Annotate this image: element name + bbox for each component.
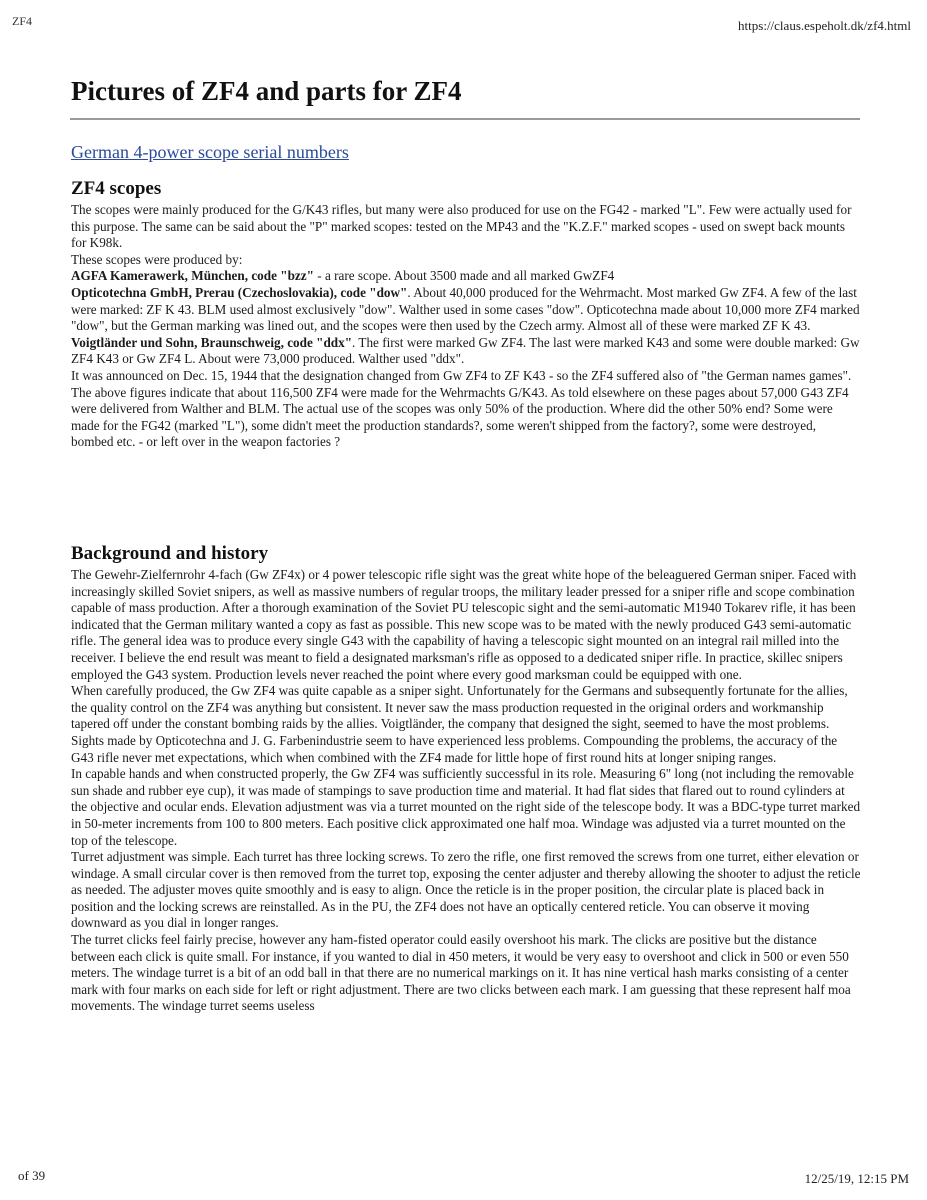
page-title: Pictures of ZF4 and parts for ZF4 <box>71 76 462 106</box>
header-page-label: ZF4 <box>12 14 33 28</box>
title-divider <box>70 118 860 120</box>
background-paragraph-5: The turret clicks feel fairly precise, however any ham-fisted operator could easily overshoot his mark. The clicks are positive but the distance between each click is quite small. For instance, if you wanted to dial in 450 meters, it would be very easy to overshoot and click in 500 or even 550 meters. The windage turret is a bit of an odd ball in that there are no numerical markings on it. It has nine vertical hash marks consisting of a center mark with four marks on each side for left or right adjustment. There are two clicks between each mark. I am guessing that these represent half moa movements. The windage turret seems useless <box>71 932 851 1014</box>
agfa-text: - a rare scope. About 3500 made and all marked GwZF4 <box>313 268 615 284</box>
header-url: https://claus.espeholt.dk/zf4.html <box>738 18 911 33</box>
background-paragraph-3: In capable hands and when constructed properly, the Gw ZF4 was sufficiently successful in its role. Measuring 6" long (not including the removable sun shade and rubber eye cup), it was made of stampings to save production time and material. It had flat sides that flared out to round cylinders at the objective and ocular ends. Elevation adjustment was via a turret mounted on the right side of the telescope body. It was a BDC-type turret marked in 50-meter increments from 100 to 800 meters. Each positive click approximated one half moa. Windage was adjusted via a turret mounted on the top of the telescope. <box>71 766 861 848</box>
voigtlander-name: Voigtländer und Sohn, Braunschweig, code "ddx" <box>71 334 353 350</box>
background-paragraph-1: The Gewehr-Zielfernrohr 4-fach (Gw ZF4x) or 4 power telescopic rifle sight was the great white hope of the beleaguered German sniper. Faced with increasingly skilled Soviet snipers, as well as massive numbers of regular troops, the military leader pressed for a sniper rifle and scope combination capable of mass production. After a thorough examination of the Soviet PU telescopic sight and the semi-automatic M1940 Tokarev rifle, it has been indicated that the German military wanted a copy as fast as possible. This new scope was to be mated with the newly produced G43 semi-automatic rifle. The general idea was to produce every single G43 with the capability of having a telescopic sight mounted on an integral rail milled into the receiver. I believe the end result was meant to field a designated marksman's rifle as opposed to a dedicated sniper rifle. In practice, skillec snipers employed the G43 system. Production levels never reached the point where every good marksman could be equipped with one. <box>71 567 857 682</box>
scopes-paragraph-2: These scopes were produced by: <box>71 251 243 267</box>
manufacturer-voigtlander <box>71 335 861 368</box>
zf4-scopes-heading: ZF4 scopes <box>71 178 162 199</box>
opticotechna-text: . About 40,000 produced for the Wehrmacht. Most marked Gw ZF4. A few of the last were marked: ZF K 43. BLM used almost exclusively "dow". Walther used in some cases "dow". Opticotechna made about 10,000 more ZF4 marked "dow", but the German marking was lined out, and the scopes were then used by the Czech army. Almost all of these were marked ZF K 43. <box>71 284 860 334</box>
agfa-name: AGFA Kamerawerk, München, code "bzz" <box>71 268 314 284</box>
opticotechna-name: Opticotechna GmbH, Prerau (Czechoslovakia), code "dow" <box>71 284 408 300</box>
scopes-paragraph-1: The scopes were mainly produced for the G/K43 rifles, but many were also produced for use on the FG42 - marked "L". Few were actually used for this purpose. The same can be said about the "P" marked scopes: tested on the MP43 and the "K.Z.F." marked scopes - used on swept back mounts for K98k. <box>71 202 852 251</box>
background-section <box>71 543 861 1015</box>
scopes-paragraph-3: It was announced on Dec. 15, 1944 that the designation changed from Gw ZF4 to ZF K43 - so the ZF4 suffered also of "the German names games". <box>71 367 852 383</box>
background-paragraph-4: Turret adjustment was simple. Each turret has three locking screws. To zero the rifle, one first removed the screws from one turret, either elevation or windage. A small circular cover is then removed from the turret top, exposing the center adjuster and thereby allowing the shooter to adjust the reticle as needed. The adjuster moves quite smoothly and is easy to align. Once the reticle is in the proper position, the circular plate is placed back in position and the locking screws are reinstalled. As in the PU, the ZF4 does not have an optically centered reticle. You can observe it moving downward as you dial in longer ranges. <box>71 849 861 931</box>
voigtlander-text: . The first were marked Gw ZF4. The last were marked K43 and some were double marked: Gw ZF4 K43 or Gw ZF4 L. About were 73,000 produced. Walther used "ddx". <box>71 334 860 367</box>
manufacturer-agfa <box>71 268 861 285</box>
print-datetime: 12/25/19, 12:15 PM <box>804 1171 909 1186</box>
page-count: of 39 <box>18 1168 46 1183</box>
background-heading: Background and history <box>71 543 269 564</box>
zf4-scopes-section <box>71 178 861 451</box>
background-paragraph-2: When carefully produced, the Gw ZF4 was quite capable as a sniper sight. Unfortunately for the Germans and subsequently fortunate for the allies, the quality control on the ZF4 was anything but consistent. It never saw the mass production requested in the original orders and workmanship tapered off under the constant bombing raids by the allies. Voigtländer, the company that designed the sight, seemed to have the most problems. Sights made by Opticotechna and J. G. Farbenindustrie seem to have experienced less problems. Compounding the problems, the accuracy of the G43 rifle never met expectations, which when combined with the ZF4 made for little hope of first round hits at longer sniping ranges. <box>71 683 848 765</box>
serial-numbers-link[interactable]: German 4-power scope serial numbers <box>71 142 349 162</box>
manufacturer-opticotechna <box>71 285 861 335</box>
scopes-paragraph-4: The above figures indicate that about 116,500 ZF4 were made for the Wehrmachts G/K43. As told elsewhere on these pages about 57,000 G43 ZF4 were delivered from Walther and BLM. The actual use of the scopes was only 50% of the production. Where did the other 50% end? Some were made for the FG42 (marked "L"), some didn't meet the production standards?, some weren't shipped from the factory?, some were destroyed, bombed etc. - or left over in the weapon factories ? <box>71 384 849 450</box>
